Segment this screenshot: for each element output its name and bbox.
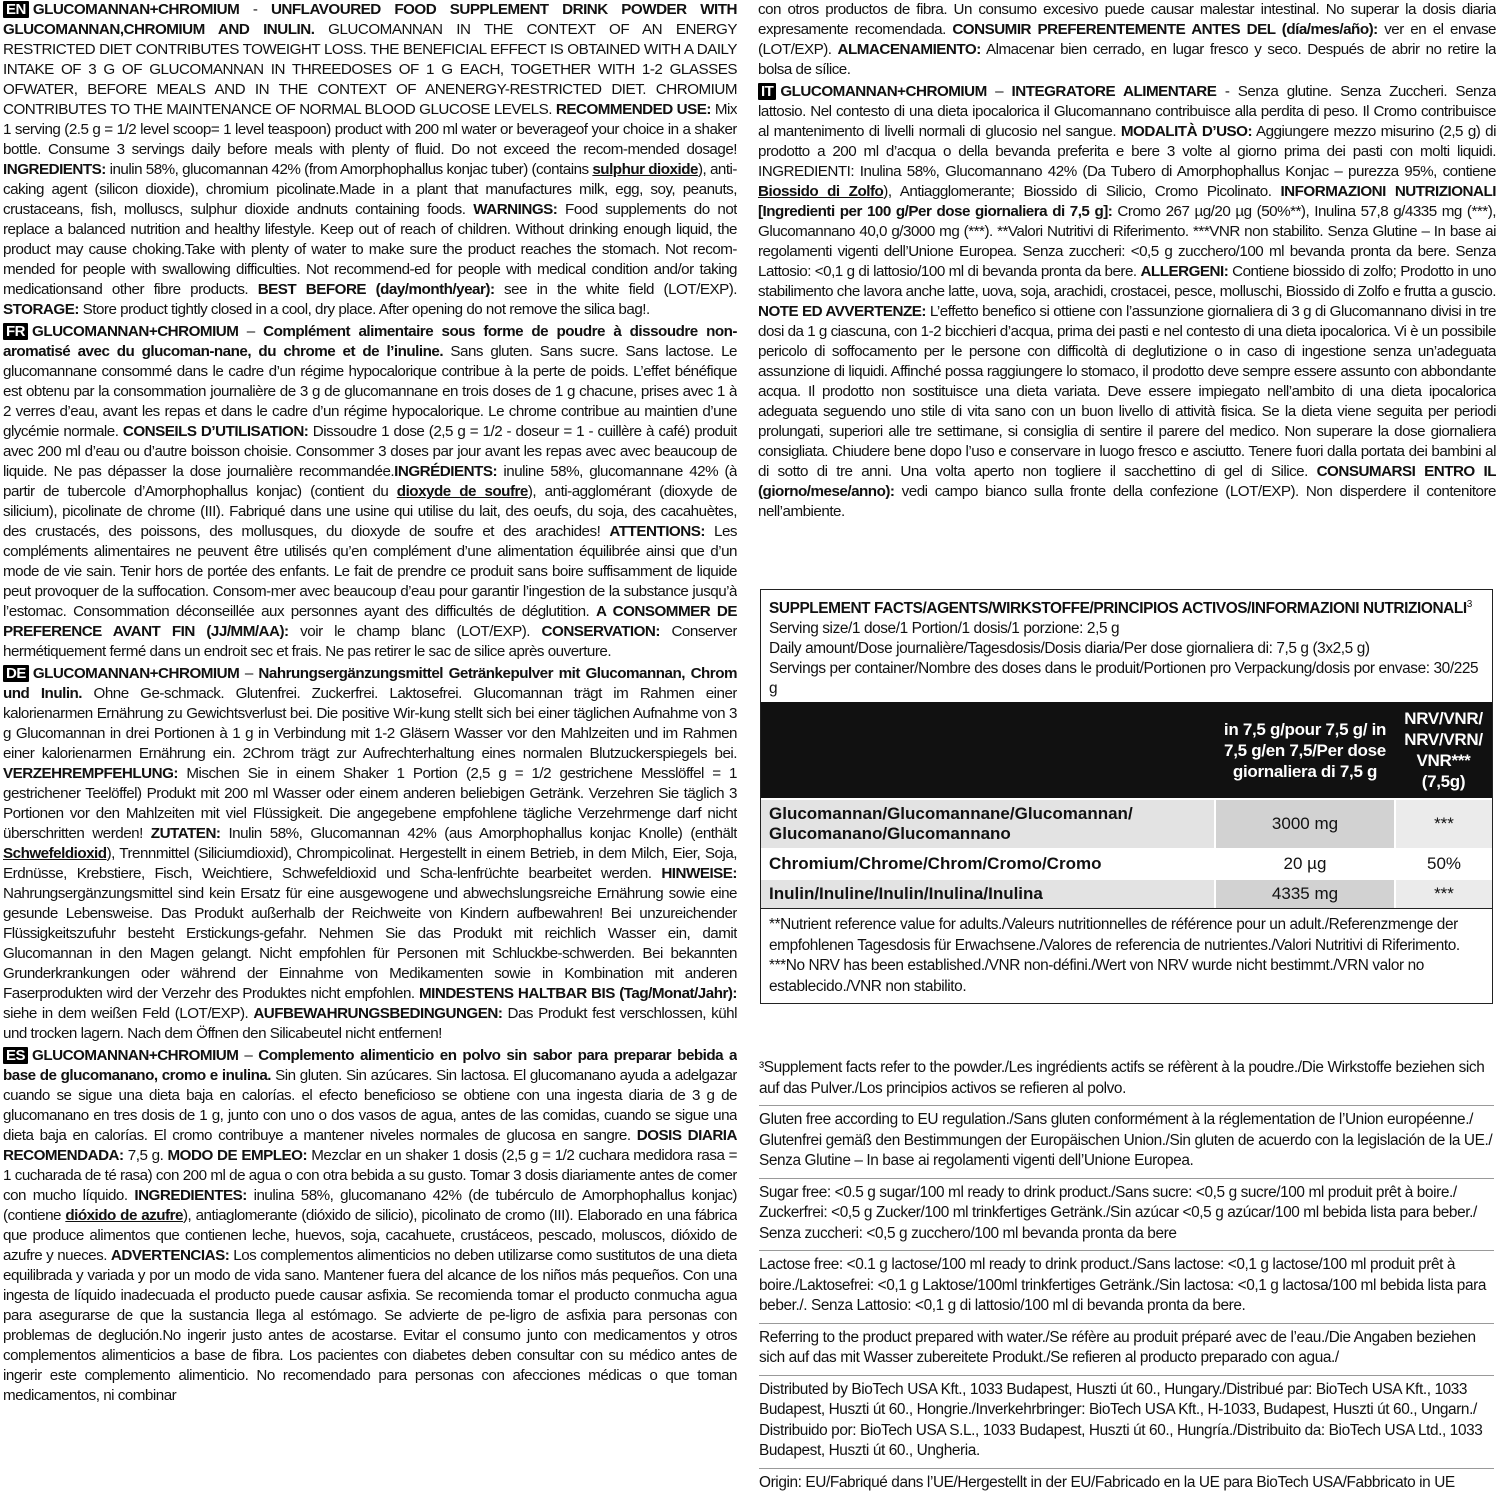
facts-table xyxy=(761,702,1492,908)
facts-row xyxy=(761,799,1492,849)
body-text: siehe in dem weißen Feld (LOT/EXP). xyxy=(3,1005,254,1022)
facts-col-nrv: NRV/VNR/ NRV/VRN/ VNR*** (7,5g) xyxy=(1395,702,1492,799)
note-paragraph: ³Supplement facts refer to the powder./Les ingrédients actifs se réfèrent à la poudre./Die Wirkstoffe beziehen sich auf das Pulver./Los principios activos se refieren al polvo. xyxy=(759,1059,1485,1097)
note-paragraph: Lactose free: <0.1 g lactose/100 ml ready to drink product./Sans lactose: <0,1 g lactose/100 ml produit prêt à boire./Laktosefrei: <0,1 g Laktose/100ml trinkfertiges Getränk./Sin lactosa: <0,1 g lactosa/100 ml bebida lista para beber./. Senza Lattosio: <0,1 g di lattosio/100 ml di bevanda pronta da bere. xyxy=(759,1250,1494,1317)
supplement-facts-panel xyxy=(760,589,1493,1004)
body-text: Conserver hermétiquement fermé dans un endroit sec et frais. Ne pas retirer le sac de silice après ouverture. xyxy=(3,623,737,660)
body-text: Almacenar bien cerrado, en lugar fresco y seco. Después de abrir no retire la bolsa de sílice. xyxy=(758,41,1496,78)
note-paragraph: Sugar free: <0.5 g sugar/100 ml ready to drink product./Sans sucre: <0,5 g sucre/100 ml produit prêt à boire./ Zuckerfrei: <0,5 g Zucker/100 ml trinkfertiges Getränk./Sin azúcar <0,5 g azúcar/100 ml bebida lista para beber./ Senza zuccheri: <0,5 g zucchero/100 ml bevanda pronta da bere xyxy=(759,1178,1494,1245)
bold-text: GLUCOMANNAN+CHROMIUM xyxy=(32,665,240,682)
bold-text: UNFLAVOURED FOOD SUPPLEMENT DRINK POWDER WITH GLUCOMANNAN,CHROMIUM AND INULIN. xyxy=(3,1,737,38)
facts-title: SUPPLEMENT FACTS/AGENTS/WIRKSTOFFE/PRINCIPIOS ACTIVOS/INFORMAZIONI NUTRIZIONALI xyxy=(769,600,1467,618)
note-paragraph: Gluten free according to EU regulation./Sans gluten conformément à la réglementation de l’Union européenne./ Glutenfrei gemäß den Bestimmungen der Europäischen Union./Sin gluten de acuerdo con la legislación de la UE./ Senza Glutine – In base ai regolamenti vigenti dell’Unione Europea. xyxy=(759,1105,1494,1172)
facts-row xyxy=(761,879,1492,908)
body-text: ), Trennmittel (Siliciumdioxid), Chrompicolinat. Hergestellt in einem Betrieb, in dem Milch, Eier, Soja, Erdnüsse, Krebstiere, Fisch, Weichtiere, Schwefeldioxid und Scha-lenfrüchte bearbeitet werden. xyxy=(3,845,737,882)
body-text: – xyxy=(238,1047,259,1064)
body-text: Mezclar en un shaker 1 dosis (2,5 g = 1/2 cuchara medidora rasa = 1 cucharada de té rasa) con 200 ml de agua o con otra bebida a su gusto. Tomar 3 dosis diariamente antes de comer con mucho líquido. xyxy=(3,1147,737,1204)
body-text: Food supplements do not replace a balanced nutrition and healthy lifestyle. Keep out of reach of children. Without drinking enough liquid, the product may cause choking.Take with plenty of water to make sure the product reaches the stomach. Not recom-mended for people with swallowing difficulties. Not recommend-ed for people with medical condition and/or taking medicationsand other fibre products. xyxy=(3,201,737,298)
facts-table-header-row xyxy=(761,702,1492,799)
bold-text: MODO DE EMPLEO: xyxy=(167,1147,308,1164)
nutrient-amount: 4335 mg xyxy=(1215,879,1395,908)
text-section-cont xyxy=(758,0,1496,80)
bold-text: VERZEHREMPFEHLUNG: xyxy=(3,765,178,782)
body-text: ver en el envase (LOT/EXP). xyxy=(758,21,1496,58)
bold-text: Biossido di Zolfo xyxy=(758,183,884,200)
bold-text: INGRÉDIENTS: xyxy=(394,463,498,480)
bold-text: CONSEILS D’UTILISATION: xyxy=(122,423,309,440)
body-text: Inulin 58%, Glucomannan 42% (aus Amorphophallus konjac Knolle) (enthält xyxy=(220,825,737,842)
bold-text: INGREDIENTES: xyxy=(134,1187,247,1204)
bold-text: NOTE ED AVVERTENZE: xyxy=(758,303,926,320)
body-text: - xyxy=(239,1,271,18)
bold-text: DOSIS DIARIA RECOMENDADA: xyxy=(3,1127,737,1164)
body-text: ), Antiagglomerante; Biossido di Silicio, Cromo Picolinato. xyxy=(883,183,1281,200)
body-text: Mix 1 serving (2.5 g = 1/2 level scoop= 1 level teaspoon) product with 200 ml water or beverageof your choice in a shaker bottle. Consume 3 servings daily before meals with plenty of fluid. Do not exceed the recom-mended dosage! xyxy=(3,101,737,158)
body-text: see in the white field (LOT/EXP). xyxy=(494,281,737,298)
body-text: Contiene biossido di zolfo; Prodotto in uno stabilimento che lavora anche latte, uova, soja, arachidi, crostacei, pesce, molluschi, Biossido di Zolfo e frutta a guscio. xyxy=(758,263,1496,300)
bold-text: CONSERVATION: xyxy=(541,623,660,640)
bold-text: ALLERGENI: xyxy=(1140,263,1229,280)
body-text: GLUCOMANNAN IN THE CONTEXT OF AN ENERGY RESTRICTED DIET CONTRIBUTES TOWEIGHT LOSS. THE BENEFICIAL EFFECT IS OBTAINED WITH A DAILY INTAKE OF 3 G OF GLUCOMANNAN IN THREEDOSES OF 1 G EACH, TOGETHER WITH 1-2 GLASSES OFWATER, BEFORE MEALS AND IN THE CONTEXT OF ANENERGY-RESTRICTED DIET. CHROMIUM CONTRIBUTES TO THE MAINTENANCE OF NORMAL BLOOD GLUCOSE LEVELS. xyxy=(3,21,737,118)
body-text: Sin gluten. Sin azúcares. Sin lactosa. El glucomanano ayuda a adelgazar cuando se sigue una dieta baja en calorías. el efecto beneficioso se obtiene con una ingesta diaria de 3 g de glucomanano en tres dosis de 1 g, junto con uno o dos vasos de agua, antes de las comidas, cuando se sigue una dieta baja en calorías. El cromo contribuye a mantener niveles normales de glucosa en sangre. xyxy=(3,1067,737,1144)
daily-amount: Daily amount/Dose journalière/Tagesdosis/Dosis diaria/Per dose giornaliera di: 7,5 g (3x2,5 g) xyxy=(769,640,1370,658)
nutrient-nrv: 50% xyxy=(1395,849,1492,879)
bold-text: dioxyde de soufre xyxy=(396,483,528,500)
body-text: 7,5 g. xyxy=(123,1147,168,1164)
body-text: con otros productos de fibra. Un consumo excesivo puede causar malestar intestinal. No superar la dosis diaria expresamente recomendada. xyxy=(758,1,1496,38)
bold-text: CONSUMARSI ENTRO IL (giorno/mese/anno): xyxy=(758,463,1496,500)
bold-text: ZUTATEN: xyxy=(150,825,221,842)
bold-text: sulphur dioxide xyxy=(592,161,698,178)
body-text: - Senza glutine. Senza Zuccheri. Senza lattosio. Nel contesto di una dieta ipocalorica il Glucomannano contribuisce alla perdita di peso. Il Cromo contribuisce al mantenimento di livelli normali di glucosio nel sangue. xyxy=(758,83,1496,140)
bold-text: BEST BEFORE (day/month/year): xyxy=(257,281,495,298)
bold-text: WARNINGS: xyxy=(473,201,558,218)
bold-text: dióxido de azufre xyxy=(65,1207,183,1224)
body-text: Nahrungsergänzungsmittel sind kein Ersatz für eine ausgewogene und abwechslungsreiche Ernährung sowie eine gesunde Lebensweise. Das Produkt außerhalb der Reichweite von Kindern aufbewahren! Bei unzureichender Flüssigkeitszufuhr besteht Erstickungs-gefahr. Nehmen Sie das Produkt mit reichlich Wasser ein, damit Glucomannan in den Magen gelangt. Nicht empfohlen für Personen mit Schluckbe-schwerden. Bei bekannten Grunderkrankungen oder während der Einnahme von Medikamenten sowie in Kombination mit anderen Faserprodukten wird der Verzehr des Produktes nicht empfohlen. xyxy=(3,885,737,1002)
facts-col-empty xyxy=(761,702,1215,799)
body-text: Ohne Ge-schmack. Glutenfrei. Zuckerfrei. Laktosefrei. Glucomannan trägt im Rahmen einer kalorienarmen Ernährung zu Gewichtsverlust bei. Die positive Wir-kung stellt sich bei einer täglichen Aufnahme von 3 g Glucomannan in drei Portionen à 1 g in Verbindung mit 1-2 Gläsern Wasser vor den Mahlzeiten und im Rahmen einer kalorienarmen Ernährung ein. 2Chrom trägt zur Aufrechterhaltung eines normalen Blutzuckerspiegels bei. xyxy=(3,685,737,762)
facts-table-body xyxy=(761,799,1492,908)
body-text: Das Produkt fest verschlossen, kühl und trocken lagern. Nach dem Öffnen den Silicabeutel nicht entfernen! xyxy=(3,1005,737,1042)
language-badge: IT xyxy=(758,83,776,100)
body-text: Mischen Sie in einem Shaker 1 Portion (2,5 g = 1/2 gestrichene Messlöffel = 1 gestrichener Teelöffel) Produkt mit 200 ml Wasser oder einem anderen beliebigen Getränk. Verzehren Sie täglich 3 Portionen vor den Mahlzeiten mit viel Flüssigkeit. Die angegebene empfohlene tägliche Verzehrmenge darf nicht überschritten werden! xyxy=(3,765,737,842)
nutrient-amount: 20 µg xyxy=(1215,849,1395,879)
bold-text: STORAGE: xyxy=(3,301,79,318)
body-text: inuline 58%, glucomannane 42% (à partir de tubercole d’Amorphophallus konjac) (contient du xyxy=(3,463,737,500)
body-text: – xyxy=(239,665,259,682)
language-badge: DE xyxy=(3,665,29,682)
body-text: ), anti-caking agent (silicon dioxide), chromium picolinate.Made in a plant that manufactures milk, egg, soy, peanuts, crustaceans, fish, molluscs, sulphur dioxide andnuts containing foods. xyxy=(3,161,737,218)
body-text: L’effetto benefico si ottiene con l’assunzione giornaliera di 3 g di Glucomannano divisi in tre dosi da 1 g ciascuna, con 1-2 bicchieri d’acqua, prima dei pasti e nel contesto di una dieta ipocalorica. Vi è un possibile pericolo di soffocamento per le persone con difficoltà di deglutizione o in caso di ingestione senza un’adeguata assunzione di liquidi. Affinché possa raggiungere lo stomaco, il prodotto deve sempre essere assunto con abbondante acqua. Il prodotto non sostituisce una dieta variata. Deve essere impiegato nell’ambito di una dieta ipocalorica adeguata seguendo uno stile di vita sano con un buon livello di attività fisica. Se la dieta viene seguita per periodi prolungati, superiori alle tre settimane, si consiglia di sentire il parere del medico. Non superare la dose giornaliera consigliata. Chiudere bene dopo l’uso e conservare in luogo fresco e asciutto. Tenere fuori dalla portata dei bambini al di sotto di tre anni. Una volta aperto non togliere il sacchettino di gel di Silice. xyxy=(758,303,1496,480)
body-text: Cromo 267 µg/20 µg (50%**), Inulina 57,8 g/4335 mg (***), Glucomannano 40,0 g/3000 mg (***). **Valori Nutritivi di Riferimento. ***VNR non stabilito. Senza Glutine – In base ai regolamenti vigenti dell’Unione Europea. Senza zuccheri: <0,5 g zucchero/100 ml bevanda pronta da bere. Senza Lattosio: <0,1 g di lattosio/100 ml di bevanda pronta da bere. xyxy=(758,203,1496,280)
bold-text: RECOMMENDED USE: xyxy=(555,101,711,118)
body-text: Los complementos alimenticios no deben utilizarse como sustitutos de una dieta equilibrada y variada y por un modo de vida sano. Mantener fuera del alcance de los niños más pequeños. Con una ingesta de líquido inadecuada el producto puede causar asfixia. Se recomienda tomar el producto conmucha agua para asegurarse de que la sustancia llega al estómago. Se advierte de pe-ligro de asfixia para personas con problemas de deglución.No ingerir justo antes de acostarse. Evitar el consumo junto con medicamentos y otros complementos alimenticios a base de fibra. Los pacientes con diabetes deben consultar con su médico antes de ingerir este complemento alimenticio. No recomendado para personas con afecciones médicas o que toman medicamentos, ni combinar xyxy=(3,1247,737,1404)
nutrient-nrv: *** xyxy=(1395,799,1492,849)
facts-row xyxy=(761,849,1492,879)
body-text: ), antiaglomerante (dióxido de silicio), picolinato de cromo (III). Elaborado en una fábrica que produce alimentos que contienen leche, huevos, soja, cacahuete, crustáceos, pescado, moluscos, dióxido de azufre y nueces. xyxy=(3,1207,737,1264)
text-section-en xyxy=(3,0,737,320)
text-section-es xyxy=(3,1046,737,1406)
facts-header xyxy=(761,590,1492,702)
bold-text: GLUCOMANNAN+CHROMIUM xyxy=(780,83,987,100)
text-section-de xyxy=(3,664,737,1044)
language-badge: EN xyxy=(3,1,29,18)
nutrient-name: Chromium/Chrome/Chrom/Cromo/Cromo xyxy=(761,849,1215,879)
bold-text: HINWEISE: xyxy=(661,865,737,882)
note-paragraph: Origin: EU/Fabriqué dans l’UE/Hergestellt in der EU/Fabricado en la UE para BioTech USA/Fabbricato in UE xyxy=(759,1468,1494,1494)
body-text: inulina 58%, glucomanano 42% (de tubérculo de Amorphophallus konjac) (contiene xyxy=(3,1187,737,1224)
body-text: Les compléments alimentaires ne peuvent être utilisés qu’en complément d’une alimentation équilibrée ainsi que d’un mode de vie sain. Tenir hors de portée des enfants. Le fait de prendre ce produit sans boire suffisamment de liquide peut provoquer de la suffocation. Consom-mer avec beaucoup d’eau pour garantir l’ingestion de la substance jusqu’à l’estomac. Consommation déconseillée aux personnes ayant des difficultés de déglutition. xyxy=(3,523,737,620)
facts-col-amount: in 7,5 g/pour 7,5 g/ in 7,5 g/en 7,5/Per dose giornaliera di 7,5 g xyxy=(1215,702,1395,799)
body-text: Aggiungere mezzo misurino (2,5 g) di prodotto a 200 ml d’acqua o della bevanda preferita e bere 3 volte al giorno prima dei pasti con molti liquidi. INGREDIENTI: Inulina 58%, Glucomannano 42% (Da Tubero di Amorphophallus Konjac – purezza 95%, contiene xyxy=(758,123,1496,180)
bold-text: ATTENTIONS: xyxy=(609,523,705,540)
bold-text: Nahrungsergänzungsmittel Getränkepulver mit Glucomannan, Chrom und Inulin. xyxy=(3,665,737,702)
body-text: – xyxy=(986,83,1012,100)
bold-text: INGREDIENTS: xyxy=(3,161,106,178)
bold-text: CONSUMIR PREFERENTEMENTE ANTES DEL (día/mes/año): xyxy=(952,21,1378,38)
bold-text: ADVERTENCIAS: xyxy=(110,1247,230,1264)
bold-text: Complemento alimenticio en polvo sin sabor para preparar bebida a base de glucomanano, cromo e inulina. xyxy=(3,1047,737,1084)
nutrient-name: Inulin/Inuline/Inulin/Inulina/Inulina xyxy=(761,879,1215,908)
text-section-fr xyxy=(3,322,737,662)
language-badge: ES xyxy=(3,1047,28,1064)
bold-text: ALMACENAMIENTO: xyxy=(837,41,981,58)
bold-text: Schwefeldioxid xyxy=(3,845,107,862)
facts-footnote: **Nutrient reference value for adults./Valeurs nutritionnelles de référence pour un adult./Referenzmenge der empfohlenen Tagesdosis für Erwachsene./Valores de referencia de nutrientes./Valori Nutritivi di Riferimento. ***No NRV has been established./VNR non-défini./Wert von NRV wurde nicht bestimmt./VRN valor no establecido./VNR non stabilito. xyxy=(761,908,1492,1003)
text-section-it xyxy=(758,82,1496,522)
serving-size: Serving size/1 dose/1 Portion/1 dosis/1 porzione: 2,5 g xyxy=(769,620,1120,638)
body-text: Sans gluten. Sans sucre. Sans lactose. Le glucomannane consommé dans le cadre d’un régime hypocalorique contribue à la perte de poids. L’effet bénéfique est obtenu par la consommation journalière de 3 g de glucomannane en trois doses de 1 g chacune, prises avec 1 à 2 verres d’eau, avant les repas et dans le cadre d’un régime hypocalorique. Le chrome contribue au maintien d’une glycémie normale. xyxy=(3,343,737,440)
bold-text: INFORMAZIONI NUTRIZIONALI [Ingredienti per 100 g/Per dose giornaliera di 7,5 g]: xyxy=(758,183,1496,220)
nutrient-amount: 3000 mg xyxy=(1215,799,1395,849)
bold-text: GLUCOMANNAN+CHROMIUM xyxy=(32,1047,239,1064)
bold-text: INTEGRATORE ALIMENTARE xyxy=(1011,83,1217,100)
bold-text: Complément alimentaire sous forme de poudre à dissoudre non-aromatisé avec du glucoman-nane, du chrome et de l’inuline. xyxy=(3,323,737,360)
bold-text: MINDESTENS HALTBAR BIS (Tag/Monat/Jahr): xyxy=(418,985,737,1002)
body-text: Dissoudre 1 dose (2,5 g = 1/2 - doseur = 1 - cuillère à café) produit avec 200 ml d’eau ou d’autre boisson choisie. Consommer 3 doses par jour avant les repas avec avec beaucoup de liquide. Ne pas dépasser la dose journalière recommandée. xyxy=(3,423,737,480)
body-text: Store product tightly closed in a cool, dry place. After opening do not remove the silica bag!. xyxy=(78,301,650,318)
bold-text: MODALITÀ D’USO: xyxy=(1120,123,1253,140)
body-text: – xyxy=(238,323,264,340)
facts-title-footnote-mark: 3 xyxy=(1466,599,1472,610)
bold-text: GLUCOMANNAN+CHROMIUM xyxy=(32,1,240,18)
nutrient-nrv: *** xyxy=(1395,879,1492,908)
servings-per-container: Servings per container/Nombre des doses dans le produit/Portionen pro Verpackung/dosis por envase: 30/225 g xyxy=(769,660,1479,698)
note-paragraph: Distributed by BioTech USA Kft., 1033 Budapest, Huszti út 60., Hungary./Distribué par: BioTech USA Kft., 1033 Budapest, Huszti út 60., Hongrie./Inverkehrbringer: BioTech USA Kft., H-1033, Budapest, Huszti út 60., Ungarn./ Distribuido por: BioTech USA S.L., 1033 Budapest, Huszti út 60., Hungría./Distribuito da: BioTech USA Ltd., 1033 Budapest, Huszti út 60., Ungheria. xyxy=(759,1375,1494,1462)
body-text: vedi campo bianco sulla fronte della confezione (LOT/EXP). Non disperdere il contenitore nell’ambiente. xyxy=(758,483,1496,520)
language-badge: FR xyxy=(3,323,28,340)
bold-text: AUFBEWAHRUNGSBEDINGUNGEN: xyxy=(253,1005,503,1022)
body-text: ), anti-agglomérant (dioxyde de silicium), picolinate de chrome (III). Fabriqué dans une usine qui utilise du lait, des oeufs, du soja, des cacahuètes, des crustacés, des poissons, des mollusques, du dioxyde de soufre et des arachides! xyxy=(3,483,737,540)
nutrient-name: Glucomannan/Glucomannane/Glucomannan/ Glucomanano/Glucomannano xyxy=(761,799,1215,849)
bold-text: GLUCOMANNAN+CHROMIUM xyxy=(32,323,239,340)
bold-text: A CONSOMMER DE PREFERENCE AVANT FIN (JJ/MM/AA): xyxy=(3,603,737,640)
note-paragraph: Referring to the product prepared with water./Se réfère au produit préparé avec de l’eau./Die Angaben beziehen sich auf das mit Wasser zubereitete Produkt./Se refieren al producto preparado con agua./ xyxy=(759,1323,1494,1369)
body-text: inulin 58%, glucomannan 42% (from Amorphophallus konjac tuber) (contains xyxy=(105,161,593,178)
left-text-column xyxy=(3,0,737,1500)
notes-section xyxy=(759,1058,1494,1499)
body-text: voir le champ blanc (LOT/EXP). xyxy=(288,623,542,640)
